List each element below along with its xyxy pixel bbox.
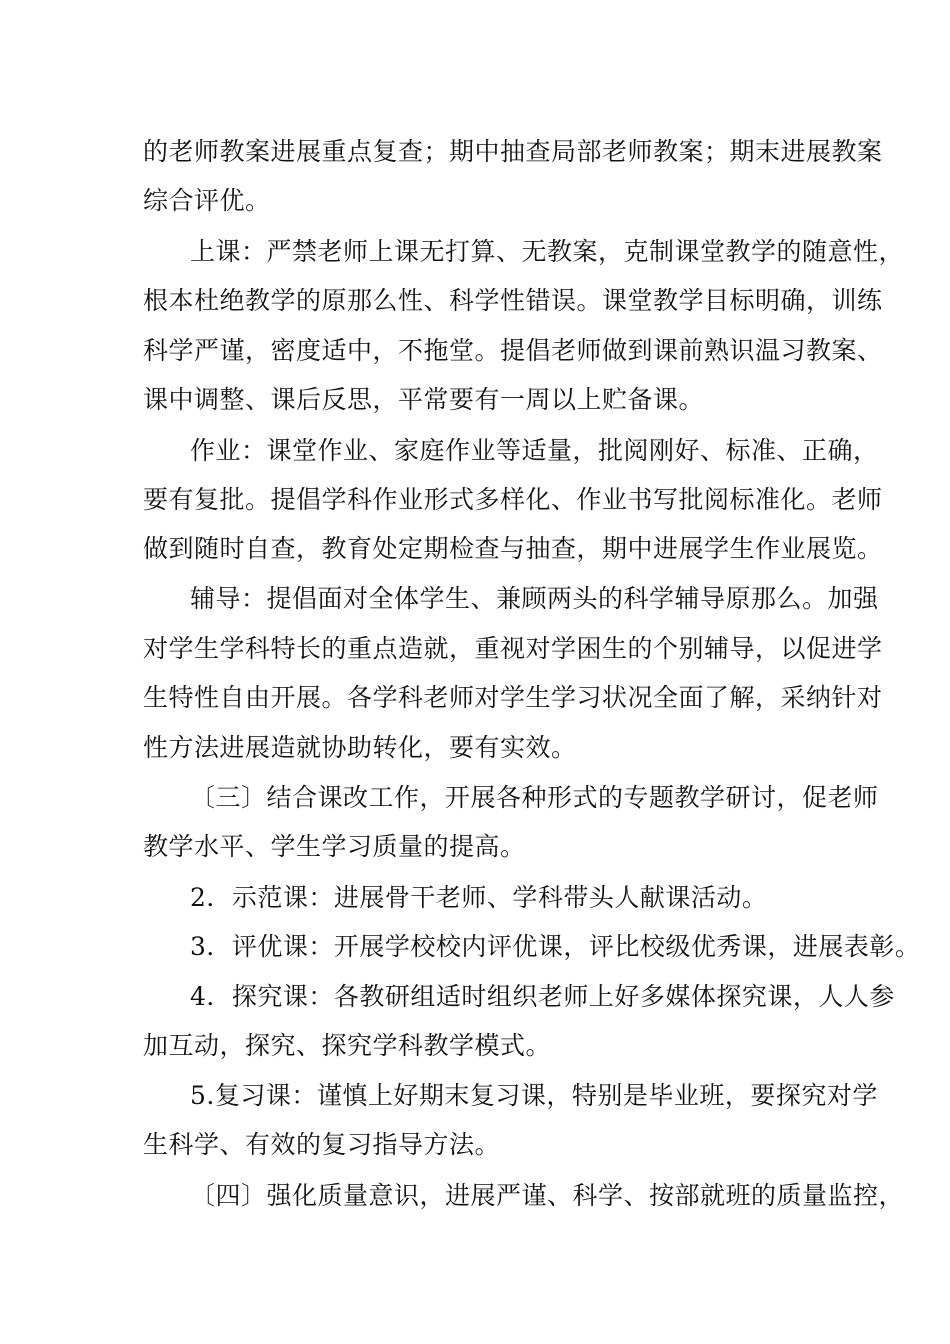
text-line: 辅导：提倡面对全体学生、兼顾两头的科学辅导原那么。加强 [190, 584, 879, 613]
text-line: 〔四〕强化质量意识，进展严谨、科学、按部就班的质量监控， [190, 1181, 905, 1210]
text-line: 作业：课堂作业、家庭作业等适量，批阅刚好、标准、正确， [190, 436, 879, 465]
text-line: 教学水平、学生学习质量的提高。 [143, 832, 526, 861]
text-line: 综合评优。 [143, 186, 271, 215]
text-line: 做到随时自查，教育处定期检查与抽查，期中进展学生作业展览。 [143, 534, 883, 563]
text-line: 科学严谨，密度适中，不拖堂。提倡老师做到课前熟识温习教案、 [143, 336, 883, 365]
text-line: 2．示范课：进展骨干老师、学科带头人献课活动。 [190, 883, 768, 912]
text-line: 要有复批。提倡学科作业形式多样化、作业书写批阅标准化。老师 [143, 485, 883, 514]
text-line: 4．探究课：各教研组适时组织老师上好多媒体探究课，人人参 [190, 982, 895, 1011]
text-line: 对学生学科特长的重点造就，重视对学困生的个别辅导，以促进学 [143, 634, 883, 663]
text-line: 5.复习课：谨慎上好期末复习课，特别是毕业班，要探究对学 [190, 1081, 878, 1110]
text-line: 加互动，探究、探究学科教学模式。 [143, 1031, 552, 1060]
text-line: 课中调整、课后反思，平常要有一周以上贮备课。 [143, 385, 705, 414]
text-line: 上课：严禁老师上课无打算、无教案，克制课堂教学的随意性， [190, 237, 905, 266]
text-line: 3．评优课：开展学校校内评优课，评比校级优秀课，进展表彰。 [190, 932, 921, 961]
text-line: 的老师教案进展重点复查；期中抽查局部老师教案；期末进展教案 [143, 137, 883, 166]
text-line: 生科学、有效的复习指导方法。 [143, 1130, 501, 1159]
text-line: 性方法进展造就协助转化，要有实效。 [143, 733, 577, 762]
text-line: 生特性自由开展。各学科老师对学生学习状况全面了解，采纳针对 [143, 683, 883, 712]
text-line: 根本杜绝教学的原那么性、科学性错误。课堂教学目标明确，训练 [143, 286, 883, 315]
text-line: 〔三〕结合课改工作，开展各种形式的专题教学研讨，促老师 [190, 783, 879, 812]
